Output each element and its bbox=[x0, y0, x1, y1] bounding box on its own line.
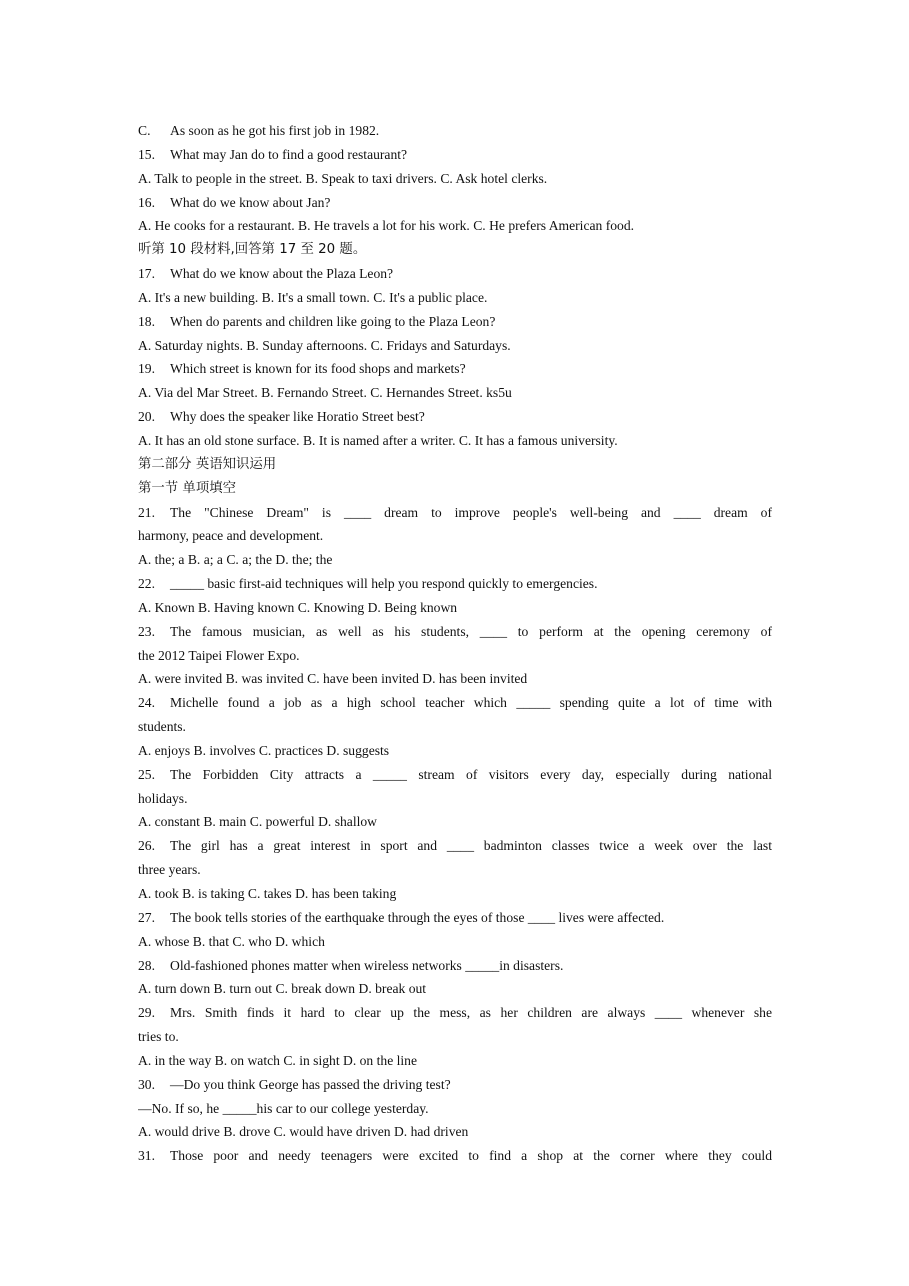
question-number: 20. bbox=[138, 409, 155, 425]
line-text: A. Saturday nights. B. Sunday afternoons. C. Fridays and Saturdays. bbox=[138, 337, 511, 353]
line-text: harmony, peace and development. bbox=[138, 528, 324, 544]
question-line bbox=[138, 262, 772, 286]
text-line bbox=[138, 858, 772, 882]
text-line bbox=[138, 787, 772, 811]
line-text: tries to. bbox=[138, 1029, 179, 1045]
text-line bbox=[138, 810, 772, 834]
text-line bbox=[138, 1120, 772, 1144]
text-line bbox=[138, 977, 772, 1001]
line-text: —No. If so, he _____his car to our college yesterday. bbox=[138, 1100, 429, 1116]
document-page bbox=[138, 119, 772, 1168]
line-text: A. the; a B. a; a C. a; the D. the; the bbox=[138, 552, 333, 568]
line-text: Mrs. Smith finds it hard to clear up the mess, as her children are always ____ whenever she bbox=[170, 1005, 772, 1021]
line-text: What do we know about the Plaza Leon? bbox=[170, 266, 394, 282]
question-line bbox=[138, 834, 772, 858]
text-line bbox=[138, 548, 772, 572]
question-number: 25. bbox=[138, 766, 155, 782]
text-line bbox=[138, 644, 772, 668]
line-text: 第一节 单项填空 bbox=[138, 480, 236, 496]
question-number: 31. bbox=[138, 1148, 155, 1164]
question-number: 29. bbox=[138, 1005, 155, 1021]
text-line bbox=[138, 286, 772, 310]
line-text: A. It has an old stone surface. B. It is named after a writer. C. It has a famous university. bbox=[138, 432, 618, 448]
line-text: The book tells stories of the earthquake through the eyes of those ____ lives were affected. bbox=[170, 909, 665, 925]
line-text: A. would drive B. drove C. would have driven D. had driven bbox=[138, 1124, 469, 1140]
question-number: 30. bbox=[138, 1076, 155, 1092]
question-line bbox=[138, 954, 772, 978]
text-line bbox=[138, 1097, 772, 1121]
line-text: The "Chinese Dream" is ____ dream to improve people's well-being and ____ dream of bbox=[170, 504, 772, 520]
text-line bbox=[138, 167, 772, 191]
line-text: The famous musician, as well as his students, ____ to perform at the opening ceremony of bbox=[170, 623, 772, 639]
line-text: The Forbidden City attracts a _____ stream of visitors every day, especially during national bbox=[170, 766, 772, 782]
text-line bbox=[138, 930, 772, 954]
text-line bbox=[138, 1049, 772, 1073]
text-line bbox=[138, 334, 772, 358]
text-line bbox=[138, 429, 772, 453]
line-text: 第二部分 英语知识运用 bbox=[138, 456, 277, 472]
line-text: What may Jan do to find a good restaurant? bbox=[170, 146, 408, 162]
line-text: A. Known B. Having known C. Knowing D. Being known bbox=[138, 599, 458, 615]
line-text: A. turn down B. turn out C. break down D. break out bbox=[138, 981, 427, 997]
question-number: 23. bbox=[138, 623, 155, 639]
line-text: A. Talk to people in the street. B. Speak to taxi drivers. C. Ask hotel clerks. bbox=[138, 170, 548, 186]
line-text: Old-fashioned phones matter when wireless networks _____in disasters. bbox=[170, 957, 564, 973]
question-line bbox=[138, 1001, 772, 1025]
line-text: 听第 10 段材料,回答第 17 至 20 题。 bbox=[138, 242, 367, 258]
line-text: the 2012 Taipei Flower Expo. bbox=[138, 647, 300, 663]
question-number: 24. bbox=[138, 695, 155, 711]
question-line bbox=[138, 906, 772, 930]
question-number: 17. bbox=[138, 266, 155, 282]
line-text: A. were invited B. was invited C. have been invited D. has been invited bbox=[138, 671, 528, 687]
question-number: 26. bbox=[138, 838, 155, 854]
text-line bbox=[138, 715, 772, 739]
line-text: holidays. bbox=[138, 790, 188, 806]
text-line bbox=[138, 667, 772, 691]
question-line bbox=[138, 357, 772, 381]
line-text: A. Via del Mar Street. B. Fernando Street. C. Hernandes Street. ks5u bbox=[138, 385, 512, 401]
question-number: 16. bbox=[138, 194, 155, 210]
question-line bbox=[138, 501, 772, 525]
line-text: Which street is known for its food shops and markets? bbox=[170, 361, 466, 377]
line-text: students. bbox=[138, 719, 186, 735]
question-number: C. bbox=[138, 123, 151, 138]
question-line bbox=[138, 620, 772, 644]
question-line bbox=[138, 763, 772, 787]
section-heading bbox=[138, 238, 772, 262]
line-text: Those poor and needy teenagers were excited to find a shop at the corner where they could bbox=[170, 1148, 772, 1164]
line-text: When do parents and children like going to the Plaza Leon? bbox=[170, 313, 496, 329]
line-text: As soon as he got his first job in 1982. bbox=[170, 123, 380, 138]
question-line bbox=[138, 191, 772, 215]
question-line bbox=[138, 1073, 772, 1097]
question-line bbox=[138, 119, 772, 143]
text-line bbox=[138, 596, 772, 620]
line-text: _____ basic first-aid techniques will help you respond quickly to emergencies. bbox=[170, 576, 598, 592]
line-text: A. in the way B. on watch C. in sight D. on the line bbox=[138, 1052, 418, 1068]
line-text: What do we know about Jan? bbox=[170, 194, 331, 210]
question-line bbox=[138, 691, 772, 715]
text-line bbox=[138, 1025, 772, 1049]
question-number: 28. bbox=[138, 957, 155, 973]
question-line bbox=[138, 310, 772, 334]
question-line bbox=[138, 1144, 772, 1168]
line-text: The girl has a great interest in sport and ____ badminton classes twice a week over the last bbox=[170, 838, 772, 854]
section-heading bbox=[138, 477, 772, 501]
text-line bbox=[138, 739, 772, 763]
section-heading bbox=[138, 453, 772, 477]
line-text: A. constant B. main C. powerful D. shallow bbox=[138, 814, 377, 830]
line-text: A. whose B. that C. who D. which bbox=[138, 933, 325, 949]
question-line bbox=[138, 572, 772, 596]
line-text: —Do you think George has passed the driving test? bbox=[170, 1076, 451, 1092]
text-line bbox=[138, 381, 772, 405]
text-line bbox=[138, 882, 772, 906]
line-text: three years. bbox=[138, 862, 201, 878]
question-number: 22. bbox=[138, 576, 155, 592]
question-number: 19. bbox=[138, 361, 155, 377]
line-text: Michelle found a job as a high school teacher which _____ spending quite a lot of time with bbox=[170, 695, 772, 711]
question-line bbox=[138, 143, 772, 167]
question-number: 18. bbox=[138, 313, 155, 329]
question-line bbox=[138, 405, 772, 429]
line-text: A. It's a new building. B. It's a small town. C. It's a public place. bbox=[138, 289, 488, 305]
question-number: 27. bbox=[138, 909, 155, 925]
text-line bbox=[138, 524, 772, 548]
line-text: A. enjoys B. involves C. practices D. suggests bbox=[138, 742, 390, 758]
line-text: Why does the speaker like Horatio Street best? bbox=[170, 409, 425, 425]
text-line bbox=[138, 214, 772, 238]
question-number: 21. bbox=[138, 504, 155, 520]
line-text: A. He cooks for a restaurant. B. He travels a lot for his work. C. He prefers American food. bbox=[138, 218, 635, 234]
line-text: A. took B. is taking C. takes D. has been taking bbox=[138, 886, 397, 901]
question-number: 15. bbox=[138, 146, 155, 162]
